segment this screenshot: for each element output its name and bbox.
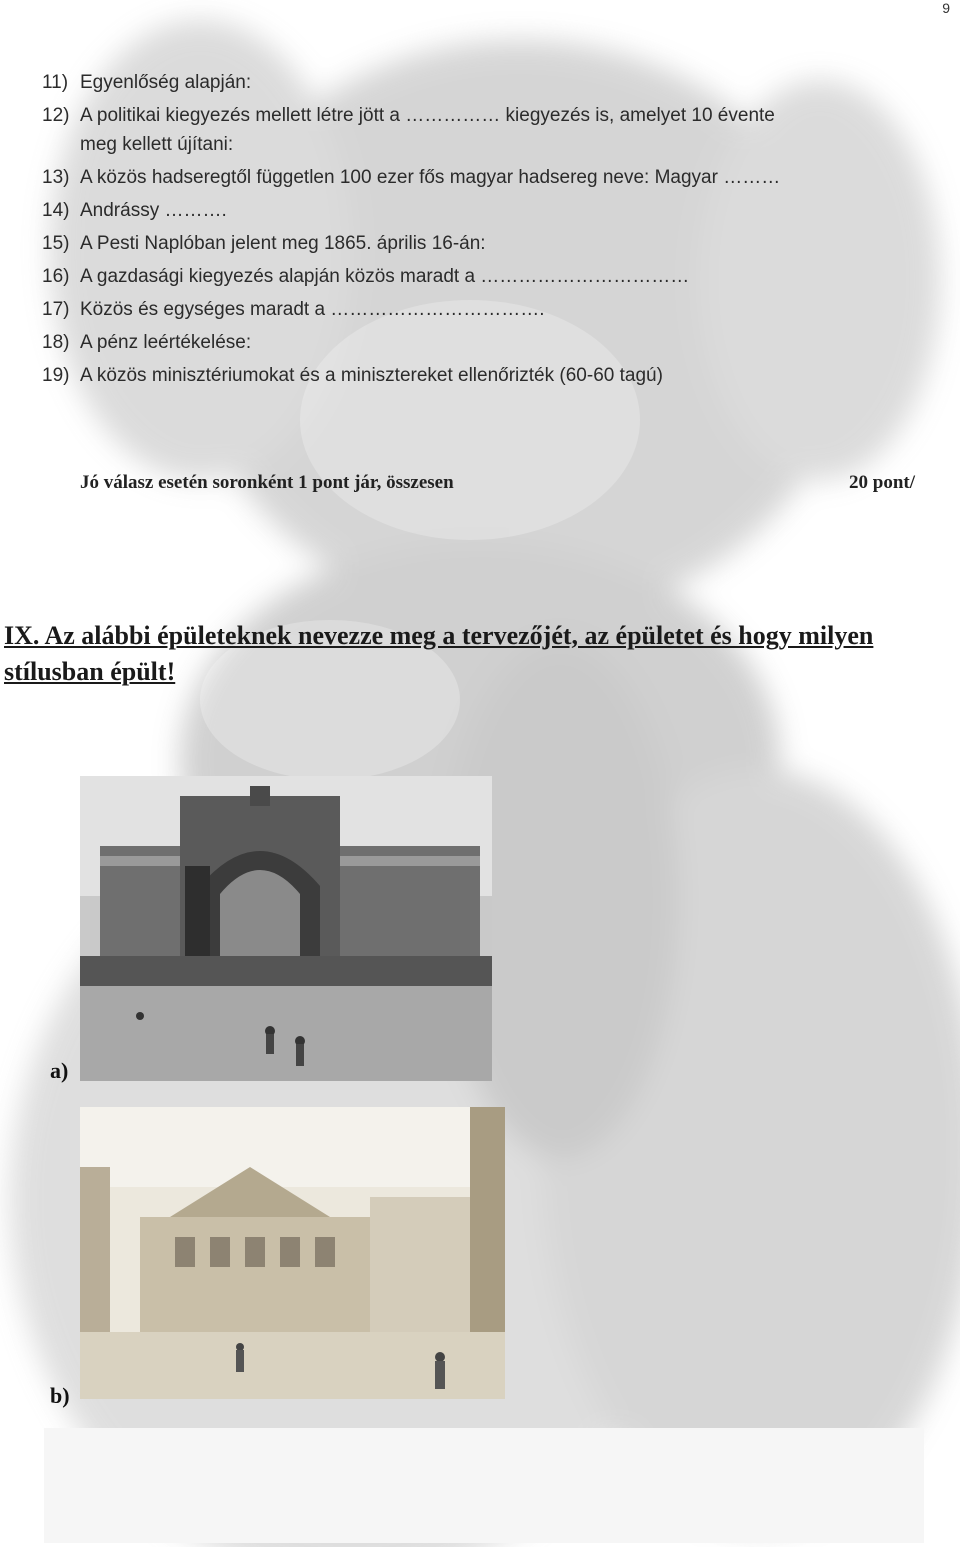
question-list: [42, 66, 942, 392]
score-total: 20 pont/: [849, 472, 915, 493]
image-label-a: a): [50, 1058, 69, 1083]
page-number: 9: [942, 0, 950, 16]
section-heading: IX. Az alábbi épületeknek nevezze meg a tervezőjét, az épületet és hogy milyen stílusban épült!: [4, 621, 874, 686]
score-line: [80, 472, 915, 494]
answer-area: [44, 1428, 924, 1543]
question-item: 15) A Pesti Naplóban jelent meg 1865. április 16-án:: [42, 233, 486, 254]
image-label-b: b): [50, 1383, 70, 1408]
question-item: 16) A gazdasági kiegyezés alapján közös maradt a ……………………………: [42, 266, 690, 287]
opera-house-illustration: [80, 1107, 505, 1399]
question-item: 11) Egyenlőség alapján:: [42, 72, 252, 93]
question-item: 14) Andrássy ……….: [42, 200, 227, 221]
score-description: Jó válasz esetén soronként 1 pont jár, összesen: [80, 472, 454, 493]
question-item: 13) A közös hadseregtől független 100 ezer fős magyar hadsereg neve: Magyar ………: [42, 167, 781, 188]
question-item-continuation: meg kellett újítani:: [80, 134, 234, 155]
question-item: 17) Közös és egységes maradt a …………………………….: [42, 299, 545, 320]
railway-station-photo: [80, 776, 492, 1081]
question-item: 18) A pénz leértékelése:: [42, 332, 252, 353]
question-item: 19) A közös minisztériumokat és a minisztereket ellenőrizték (60-60 tagú): [42, 365, 663, 386]
question-item: 12) A politikai kiegyezés mellett létre jött a …………… kiegyezés is, amelyet 10 évente: [42, 105, 775, 126]
